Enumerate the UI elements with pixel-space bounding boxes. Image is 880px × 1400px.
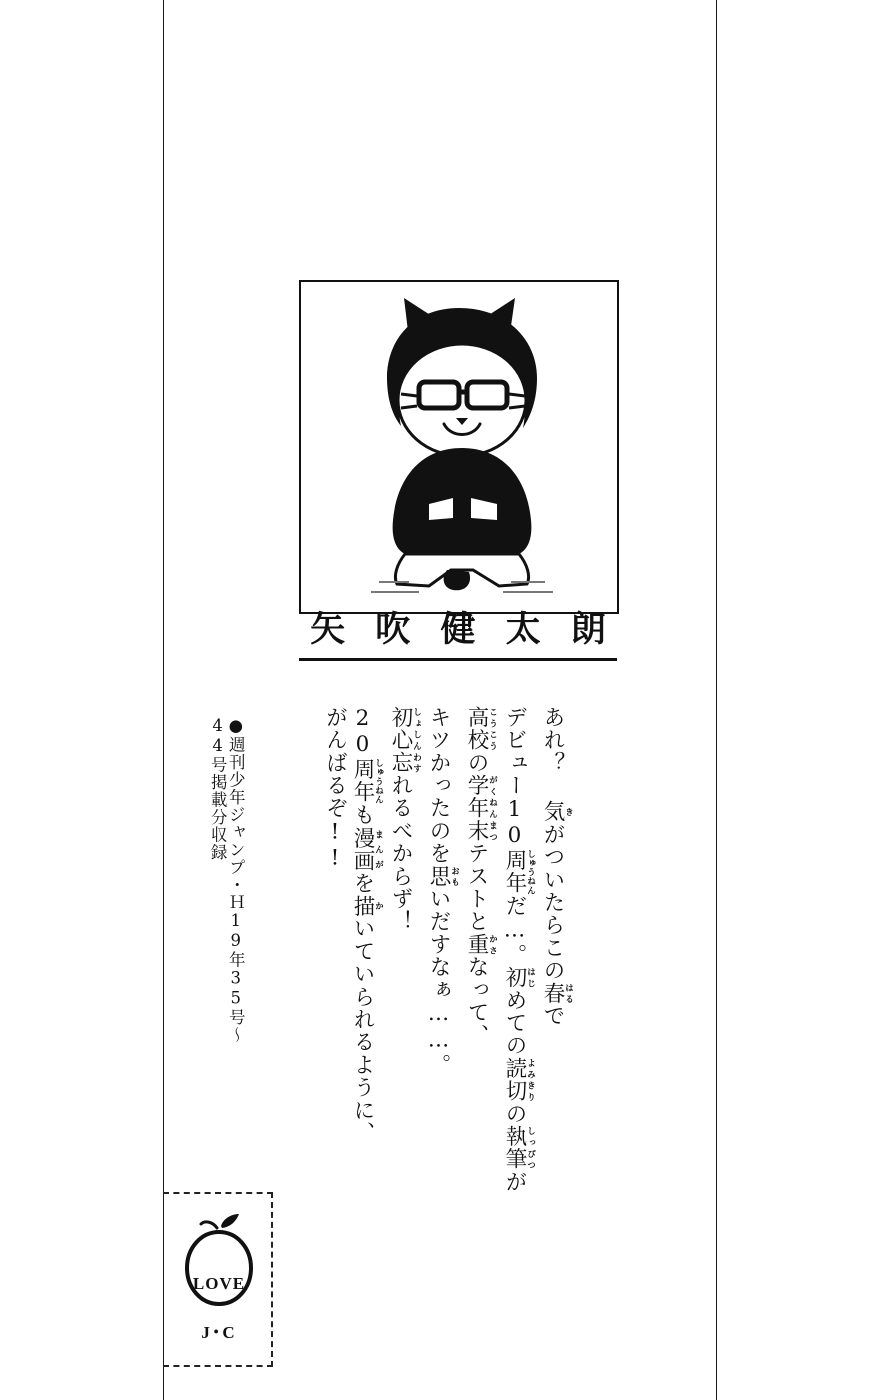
author-name: 矢 吹 健 太 朗 — [310, 609, 615, 650]
comment-line-4: キツかったのを思おもいだすなぁ……。 — [426, 706, 460, 1077]
comment-line-7: がんばるぞ!! — [322, 706, 348, 872]
issue-note-tilde: 〜 — [226, 1026, 246, 1044]
page-rule-left — [163, 0, 164, 1400]
portrait-illustration — [301, 282, 617, 612]
comment-line-3: 高校こうこうの学年末がくねんまつテストと重かさなって、 — [464, 706, 498, 1047]
comment-line-2: デビュー10周年しゅうねんだ…。初はじめての読切よみきりの執筆しっぴつが — [502, 706, 536, 1194]
issue-note-bullet: ● — [226, 716, 246, 736]
apple-icon — [177, 1212, 261, 1308]
comment-line-6: 20周年しゅうねんも漫画まんがを描かいていられるように、 — [350, 706, 384, 1145]
author-name-underline — [299, 658, 617, 661]
author-portrait — [299, 280, 619, 614]
issue-note-line-1 — [226, 716, 244, 1046]
page-rule-right — [716, 0, 717, 1400]
issue-note — [208, 716, 244, 1046]
comment-line-1: あれ？ 気きがついたらこの春はるで — [540, 706, 574, 1028]
imprint-box — [163, 1192, 273, 1367]
comment-line-5: 初心しょしん忘わすれるべからず！ — [388, 706, 422, 934]
issue-note-line-2: 44号掲載分収録 — [208, 716, 228, 861]
imprint-sublabel: J･C — [201, 1323, 237, 1342]
imprint-label: LOVE — [192, 1274, 246, 1293]
issue-note-text: 週刊少年ジャンプ・Ｈ19年35号 — [226, 736, 246, 1026]
author-comment — [318, 706, 574, 1236]
